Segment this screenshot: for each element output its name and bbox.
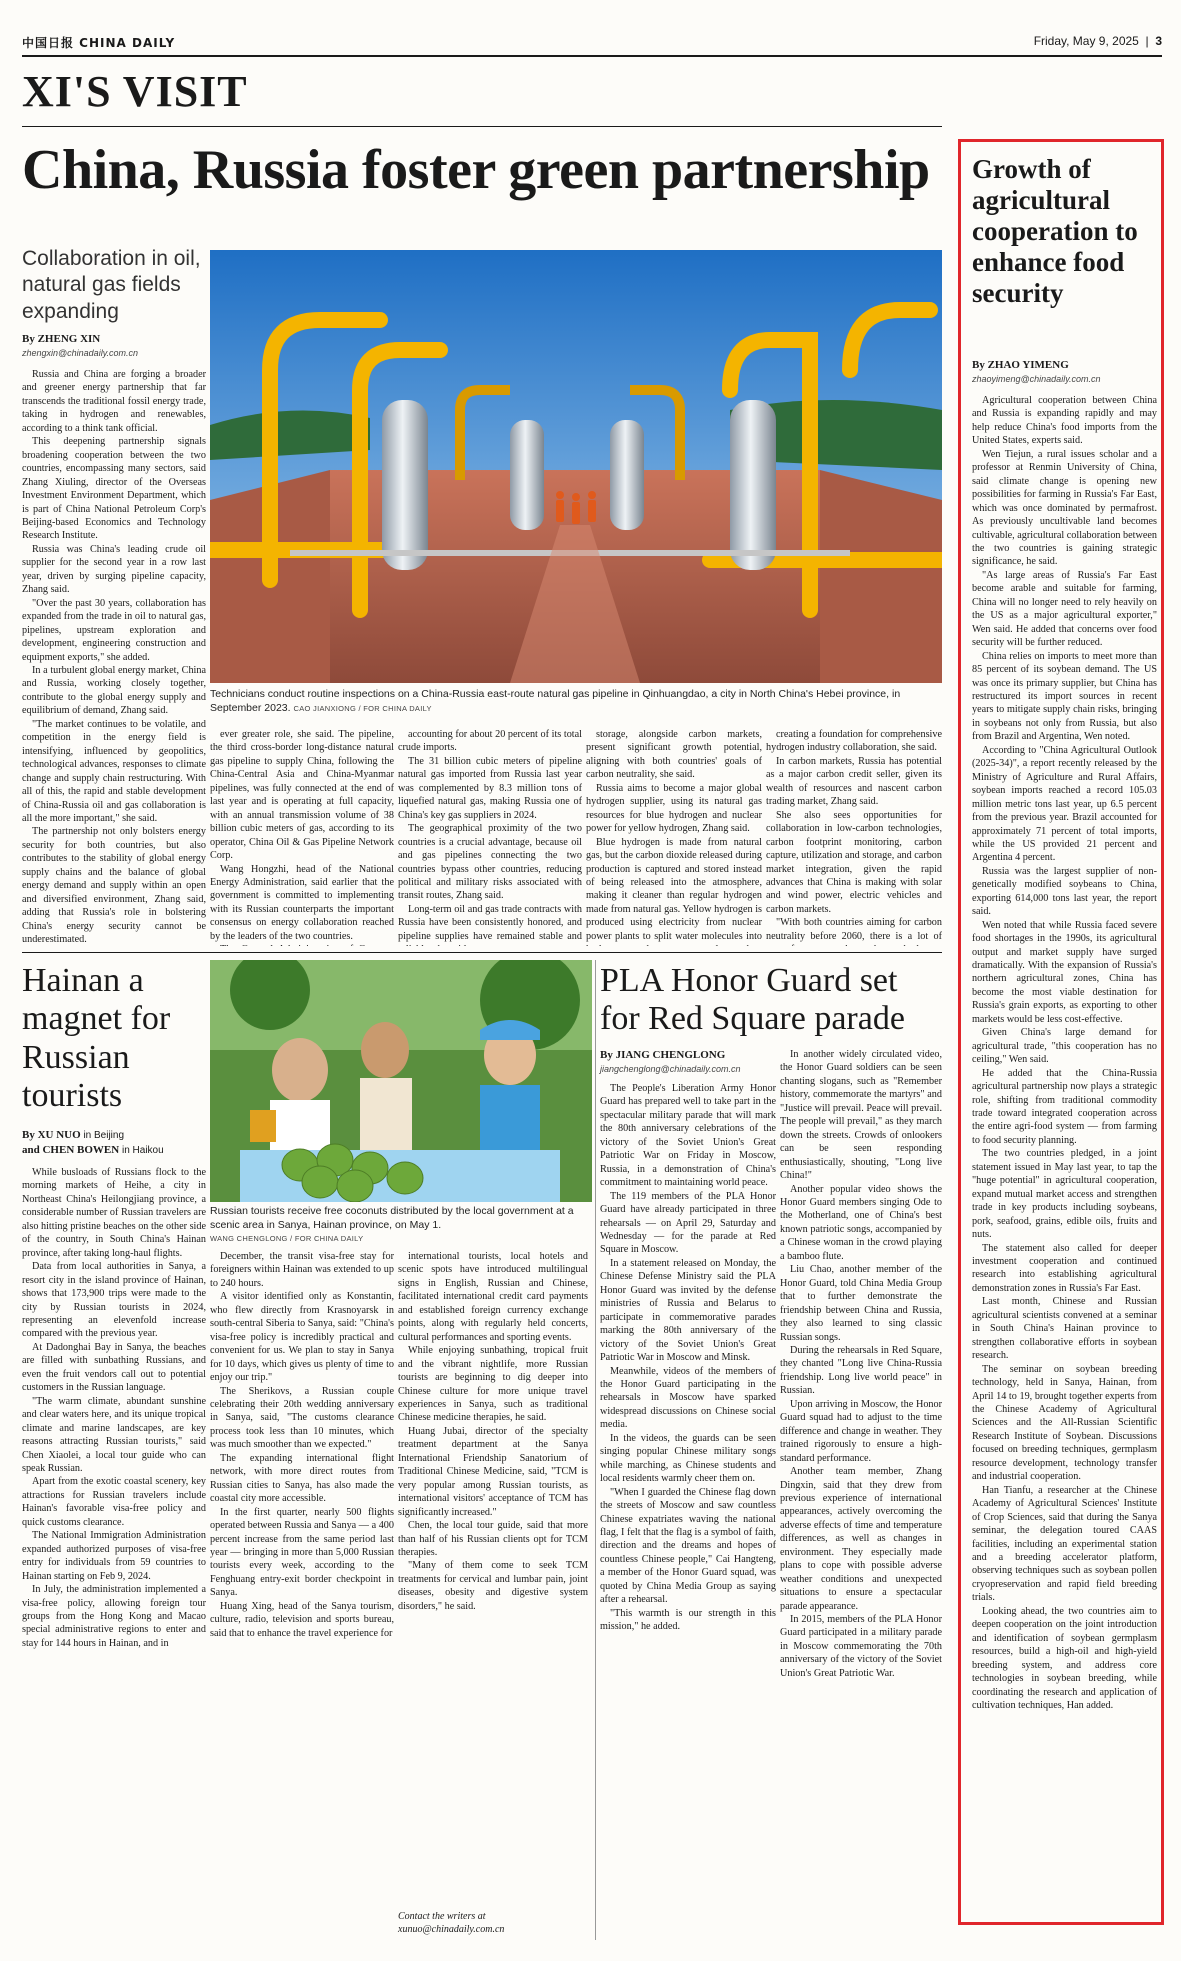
pla-column-1: The People's Liberation Army Honor Guard has prepared well to take part in the spectacular military parade that will mark the 80th anniversary celebrations of the victory of the Soviet Union's Great Patriotic War on Friday in Moscow, Russia, in a demonstration of China's commitment to maintaining world peace. The 119 members of the PLA Honor Guard have already participated in three rehearsals — on April 29, Saturday and Wednesday — for the parade at Red Square in Moscow. In a statement released on Monday, the Chinese Defense Ministry said the PLA Honor Guard was invited by the defense ministries of Russia and Belarus to participate in commemorative parades marking the 80th anniversary of the victory of the Soviet Union's Great Patriotic War in Moscow and Minsk. Meanwhile, videos of the members of the Honor Guard participating in the rehearsals in Moscow have sparked widespread discussions on Chinese social media. In the videos, the guards can be seen singing popular Chinese military songs while marching, as Chinese students and local residents warmly cheer them on. "When I guarded the Chinese flag down the streets of Moscow and saw countless Chinese expatriates waving the national flag, I felt that the flag is a symbol of faith, direction and the dreams and hopes of countless Chinese people," Cai Hangteng, a member of the Honor Guard squad, was quoted by China Media Group as saying after a rehearsal. "This warmth is our strength in this mission," he added. [600, 1083, 776, 1633]
lead-column-5: creating a foundation for comprehensive hydrogen industry collaboration, she said. In carbon markets, Russia has potential as a major carbon credit seller, given its wealth of resources and nascent carbon trading market, Zhang said. She also sees opportunities for collaboration in low-carbon technologies, carbon footprint monitoring, carbon capture, utilization and storage, and carbon market integration, given the rapid advances that China is making with solar and wind power, electric vehicles and carbon markets. "With both countries aiming for carbon neutrality before 2060, there is a lot of [766, 729, 942, 942]
agri-column: Agricultural cooperation between China and Russia is expanding rapidly and may help reduce China's food imports from the United States, experts said. Wen Tiejun, a rural issues scholar and a professor at Renmin University of China, said climate change is opening new possibilities for farming in Russia's Far East, which was once dominated by permafrost. As previously uncultivable land becomes cultivable, agricultural collaboration between the two countries is gaining strategic significance, he said. "As large areas of Russia's Far East become arable and suitable for farming, China will no longer need to rely heavily on the US as a major agricultural exporter," Wen said. He added that concerns over food security will be further reduced. China relies on imports to meet more than 85 percent of its soybean demand. The US was once its primary supplier, but China has restructured its import sources in recent years to mitigate supply chain risks, bringing in soybeans not only from Russia, but also from Brazil and Argentina, Wen noted. According to "China Agricultural Outlook (2025-34)", a report recently released by the Ministry of Agriculture and Rural Affairs, soybean imports reached a record 105.03 million metric tons last year, up 6.5 percent from the previous year. Brazil accounted for approximately 71 percent of total imports, while the US provided 21 percent and Argentina 4 percent. Russia was the largest supplier of non-genetically modified soybeans to China, exporting 614,000 tons last year, the report said. Wen noted that while Russia faced severe food shortages in the 1990s, its agricultural output and market supply have surged dramatically. With the expansion of Russia's northern agricultural zones, China has become the most viable destination for Russia's grain exports, as exporting to other markets would be less cost-effective. Given China's large demand for agricultural trade, "this cooperation has no ceiling," Wen said. He added that the China-Russia agricultural partnership now plays a strategic role, shifting from traditional commodity trade toward integrated cooperation across the entire agri-food system — from farming to food security planning. The two countries pledged, in a joint statement issued in May last year, to tap the "huge potential" in agricultural cooperation, expand mutual market access and strengthen trade in key products including soybeans, pork, seafood, grains, edible oils, fruits and nuts. The statement also called for deeper investment cooperation and continued research into establishing agricultural demonstration zones in Russia's Far East. Last month, Chinese and Russian agricultural scientists convened at a seminar in South China's Hainan province to strengthen collaborative efforts in soybean research. The seminar on soybean breeding technology, held in Sanya, Hainan, from April 14 to 19, brought together experts from the Chinese Academy of Agricultural Sciences and the All-Russian Scientific Research Institute of Soybean. Discussions focused on breeding techniques, germplasm resource development, technology transfer and industrial cooperation. Han Tianfu, a researcher at the Chinese Academy of Agricultural Sciences' Institute of Crop Sciences, said that during the Sanya seminar, the delegation toured CAAS facilities, including an experimental station and a breeding accelerator platform, observing techniques such as soybean pollen cryopreservation and rapid field breeding trials. Looking ahead, the two countries aim to deepen cooperation on the joint introduction and identification of soybean germplasm resources, build a high-oil and high-yield breeding system, and address core technologies in soybean breeding, while coordinating the research and application of cultivation techniques, Han added. [972, 395, 1157, 1711]
agri-headline: Growth of agricultural cooperation to enhance food security [972, 154, 1138, 309]
china-daily-logo: 中国日报 CHINA DAILY [22, 36, 176, 50]
masthead [22, 32, 1162, 54]
lead-photo-credit: CAO JIANXIONG / FOR CHINA DAILY [293, 703, 432, 713]
section-rule [22, 126, 942, 127]
hainan-column-1: While busloads of Russians flock to the morning markets of Heihe, a city in Northeast China's Heilongjiang province, a considerable number of Russian travelers are also hitting pristine beaches on the other side of the country, in South China's Hainan province, after taking long-haul flights. Data from local authorities in Sanya, a resort city in the island province of Hainan, shows that 173,900 trips were made to the city by Russian tourists in 2024, representing an elevenfold increase compared with the previous year. At Dadonghai Bay in Sanya, the beaches are filled with sunbathing Russians, and even the fruit vendors call out to potential customers in the Russian language. "The warm climate, abundant sunshine and clear waters here, and its unique tropical climate and marine landscapes, are key reasons attracting Russian tourists," said Chen Xiaolei, a local tour guide who can speak Russian. Apart from the exotic coastal scenery, key attractions for Russian travelers include Hainan's favorable visa-free policy and quick customs clearance. The National Immigration Administration expanded authorized purposes of visa-free entry for individuals from 59 countries to Hainan starting on Feb 9, 2024. In July, the administration implemented a visa-free policy, allowing foreign tour groups from the Hong Kong and Macao special administrative regions to enter and stay for 144 hours in Hainan, and in [22, 1167, 206, 1649]
hainan-contact-email: xunuo@chinadaily.com.cn [398, 1924, 505, 1935]
hainan-column-3: international tourists, local hotels and scenic spots have introduced multilingual signs in English, Russian and Chinese, facilitated international credit card payments and established foreign currency exchange points, along with regularly held concerts, cultural performances and sporting events. While enjoying sunbathing, tropical fruit and the vibrant nightlife, more Russian tourists are beginning to dig deeper into Chinese culture for more unique travel experiences in Sanya, such as traditional Chinese medicine therapies, he said. Huang Jubai, director of the specialty treatment department at the Sanya International Friendship Sanatorium of Traditional Chinese Medicine, said, "TCM is very popular among Russian tourists, as international visitors' acceptance of TCM has significantly increased." Chen, the local tour guide, said that more than half of his Russian clients opt for TCM therapies. "Many of them come to seek TCM treatments for cervical and lumbar pain, joint diseases, obesity and digestive system disorders," he said. [398, 1251, 588, 1612]
lead-subhead: Collaboration in oil, natural gas fields expanding [22, 247, 201, 323]
pipeline-station-illustration [210, 250, 942, 683]
lead-caption: Technicians conduct routine inspections on a China-Russia east-route natural gas pipeline in Qinhuangdao, a city in North China's Hebei province, in September 2023. CAO JIANXIONG / FOR CHINA DAILY [210, 688, 901, 714]
pla-byline: By JIANG CHENGLONG jiangchenglong@chinadaily.com.cn [600, 1049, 741, 1075]
pla-column-2: In another widely circulated video, the Honor Guard soldiers can be seen chanting slogans, such as "Remember history, commemorate the martyrs" and "Justice will prevail. Peace will prevail. The people will prevail," as they march down the streets. Crowds of onlookers can be seen responding enthusiastically, shouting, "Long live China!" Another popular video shows the Honor Guard members singing Ode to the Motherland, one of China's best known patriotic songs, accompanied by a Chinese woman in the crowd playing a bamboo flute. Liu Chao, another member of the Honor Guard, told China Media Group that to further demonstrate the friendship between China and Russia, they also learned to sing classic Russian songs. During the rehearsals in Red Square, they chanted "Long live China-Russia friendship. Long live world peace" in Russian. Upon arriving in Moscow, the Honor Guard squad had to adjust to the time difference and change in weather. They trained rigorously to ensure a high-standard performance. Another team member, Zhang Dingxin, said that they drew from previous experience of international appearances, actively overcoming the adverse effects of time and temperature differences, as well as changes in environment. They especially made plans to cope with possible adverse weather conditions and unexpected situations to ensure a spectacular parade appearance. In 2015, members of the PLA Honor Guard participated in a military parade in Moscow commemorating the 70th anniversary of the victory of the Soviet Union's Great Patriotic War. [780, 1049, 942, 1679]
pla-headline: PLA Honor Guard set for Red Square parade [600, 962, 905, 1038]
hainan-contact: Contact the writers at xunuo@chinadaily.com.cn [398, 1911, 505, 1935]
pla-email: jiangchenglong@chinadaily.com.cn [600, 1064, 741, 1075]
hainan-photo [210, 960, 592, 1202]
hainan-photo-credit: WANG CHENGLONG / FOR CHINA DAILY [210, 1234, 364, 1244]
story-divider [22, 952, 942, 953]
lead-column-3: accounting for about 20 percent of its total crude imports. The 31 billion cubic meters of pipeline natural gas imported from Russia last year was complemented by 8.3 million tons of liquefied natural gas, making Russia one of China's key gas suppliers in 2024. The geographical proximity of the two countries is a crucial advantage, because oil and gas pipelines connecting the two countries bypass other countries, reducing political and military risks associated with transit routes, Zhang said. Long-term oil and gas trade contracts with Russia have been consistently honored, and pipeline supplies have remained stable and [398, 729, 582, 942]
hainan-caption: Russian tourists receive free coconuts distributed by the local government at a scenic area in Sanya, Hainan province, on May 1. WANG CHENGLONG / FOR CHINA DAILY [210, 1205, 574, 1244]
lead-column-1: Russia and China are forging a broader and greener energy partnership that far transcends the traditional fossil energy trade, taking in hydrogen and renewables, according to a think tank official. This deepening partnership signals broadening cooperation between the two countries, encompassing many sectors, said Zhang Xiuling, director of the Overseas Investment Environment Department, which is part of China National Petroleum Corp's Beijing-based Economics and Technology Research Institute. Russia was China's leading crude oil supplier for the second year in a row last year, driven by surging pipeline capacity, Zhang said. "Over the past 30 years, collaboration has expanded from the trade in oil to natural gas, pipelines, upstream exploration and development, engineering construction and equipment exports," she added. In a turbulent global energy market, China and Russia, working closely together, contribute to the global energy supply and equilibrium of demand, Zhang said. "The market continues to be volatile, and competition in the energy field is intensifying, influenced by geopolitics, technological advances, responses to climate change and supply chain restructuring. With all of this, the rapid and stable development of China-Russia oil and gas collaboration is all the more important," she said. The partnership not only bolsters energy security for both countries, but also contributes to the stability of global energy supply chains and the balance of global energy demand and supply within an open and diversified environment, Zhang said, adding that Russia's role in bolstering China's energy security cannot be underestimated. [22, 369, 206, 946]
lead-column-4: storage, alongside carbon markets, present significant growth potential, aligning with both countries' goals of carbon neutrality, she said. Russia aims to become a major global hydrogen supplier, using its natural gas resources for blue hydrogen and nuclear power for yellow hydrogen, Zhang said. Blue hydrogen is made from natural gas, but the carbon dioxide released during production is captured and stored instead of being released into the atmosphere, making it cleaner than regular hydrogen made from natural gas. Yellow hydrogen is produced using electricity from nuclear power plants to split water molecules into [586, 729, 762, 942]
lead-email: zhengxin@chinadaily.com.cn [22, 348, 139, 359]
section-title: XI'S VISIT [22, 67, 248, 116]
agri-email: zhaoyimeng@chinadaily.com.cn [972, 374, 1101, 385]
lead-headline: China, Russia foster green partnership [22, 139, 930, 201]
hainan-byline: By XU NUO in Beijing and CHEN BOWEN in Haikou [22, 1129, 164, 1157]
hainan-column-2: December, the transit visa-free stay for foreigners within Hainan was extended to up to 240 hours. A visitor identified only as Konstantin, who flew directly from Krasnoyarsk in south-central Siberia to Sanya, said: "China's visa-free policy is incredibly practical and convenient for us. We plan to stay in Sanya for 10 days, which gives us plenty of time to enjoy our trip." The Sherikovs, a Russian couple celebrating their 20th wedding anniversary in Sanya, said, "The customs clearance process took less than 10 minutes, which was much smoother than we expected." The expanding international flight network, with more direct routes from Russian cities to Sanya, has also made the coastal city more accessible. In the first quarter, nearly 500 flights operated between Russia and Sanya — a 400 percent increase from the same period last year — bringing in more than 5,000 Russian tourists every week, according to the Fenghuang entry-exit border checkpoint in Sanya. Huang Xing, head of the Sanya tourism, culture, radio, television and sports bureau, said that to enhance the travel experience for [210, 1251, 394, 1639]
hainan-headline: Hainan a magnet for Russian tourists [22, 962, 171, 1115]
lead-byline: By ZHENG XIN zhengxin@chinadaily.com.cn [22, 333, 139, 359]
lead-photo [210, 250, 942, 683]
lead-column-2: ever greater role, she said. The pipeline, the third cross-border long-distance natural gas pipeline to supply China, following the China-Central Asia and China-Myanmar pipelines, was fully connected at the end of last year and is operating at full capacity, with an annual transmission volume of 38 billion cubic meters of gas, according to its operator, China Oil & Gas Pipeline Network Corp. Wang Hongzhi, head of the National Energy Administration, said earlier that the government is committed to implementing with its Russian counterparts the important consensus on energy collaboration reached by the leaders of the two countries. [210, 729, 394, 942]
dateline: Friday, May 9, 2025 | 3 [1033, 34, 1162, 48]
coconut-scene-illustration [210, 960, 592, 1202]
column-rule [595, 960, 596, 1940]
masthead-rule [22, 55, 1162, 57]
agri-byline: By ZHAO YIMENG zhaoyimeng@chinadaily.com.cn [972, 359, 1101, 385]
